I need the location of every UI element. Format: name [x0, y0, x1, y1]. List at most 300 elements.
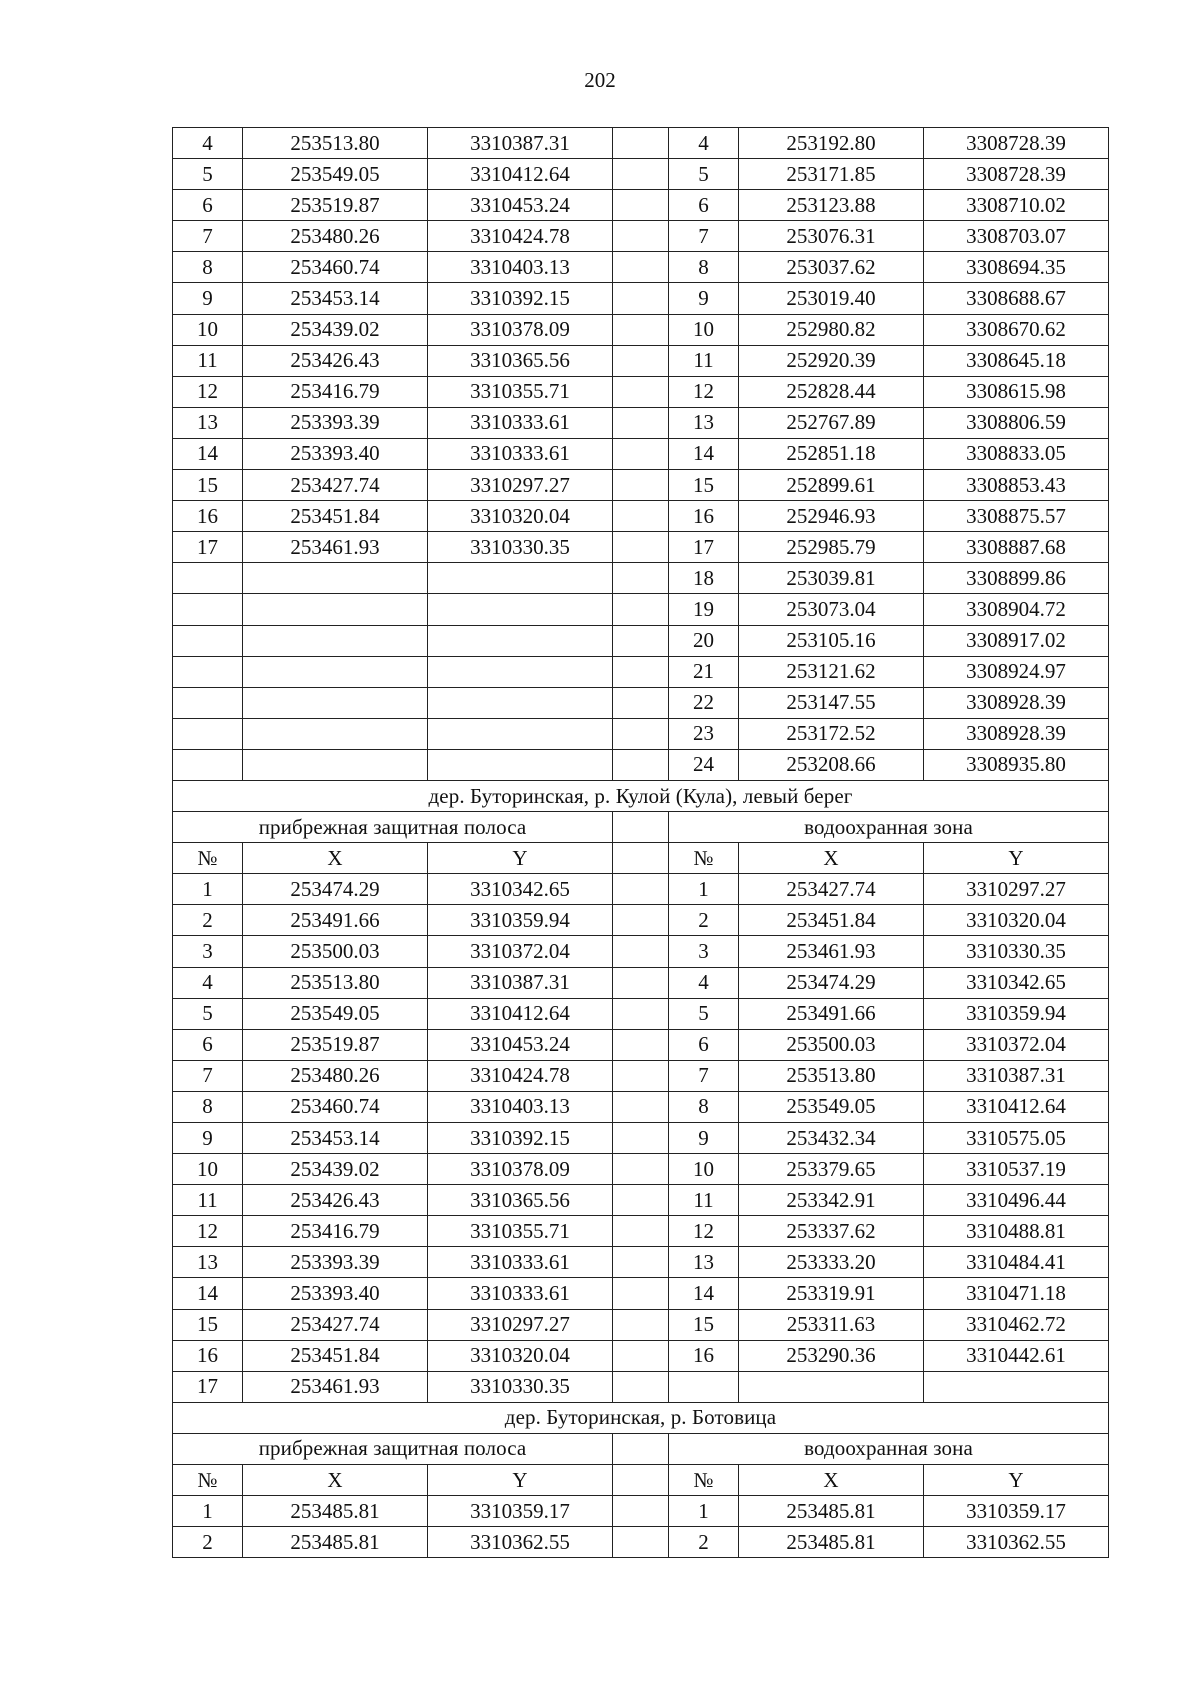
left-y-coordinate-cell: 3310333.61	[428, 407, 613, 438]
right-point-number-cell: 6	[669, 1029, 739, 1060]
table-row	[173, 656, 1109, 687]
table-row	[173, 1371, 1109, 1402]
table-row	[173, 1340, 1109, 1371]
left-point-number-cell: 3	[173, 936, 243, 967]
right-y-coordinate-cell: 3310484.41	[924, 1247, 1109, 1278]
right-y-coordinate-cell: 3308806.59	[924, 407, 1109, 438]
right-point-number-cell: 1	[669, 1496, 739, 1527]
water-protection-zone-heading: водоохранная зона	[669, 812, 1109, 843]
right-y-coordinate-cell: 3308924.97	[924, 656, 1109, 687]
left-y-coordinate-cell: 3310320.04	[428, 1340, 613, 1371]
right-y-coordinate-cell: 3308928.39	[924, 718, 1109, 749]
left-point-number-cell	[173, 656, 243, 687]
left-y-coordinate-cell: 3310378.09	[428, 1154, 613, 1185]
left-y-coordinate-cell: 3310372.04	[428, 936, 613, 967]
right-y-coordinate-cell: 3310330.35	[924, 936, 1109, 967]
left-point-number-cell: 17	[173, 532, 243, 563]
right-x-coordinate-cell: 253474.29	[739, 967, 924, 998]
table-row	[173, 967, 1109, 998]
left-point-number-cell: 15	[173, 1309, 243, 1340]
spacer-cell	[613, 594, 669, 625]
left-y-coordinate-cell	[428, 687, 613, 718]
left-y-coordinate-cell: 3310412.64	[428, 998, 613, 1029]
right-y-coordinate-cell: 3310359.94	[924, 998, 1109, 1029]
right-point-number-cell: 16	[669, 501, 739, 532]
right-x-coordinate-cell: 252899.61	[739, 470, 924, 501]
table-row	[173, 501, 1109, 532]
table-row	[173, 532, 1109, 563]
left-x-coordinate-cell: 253460.74	[243, 252, 428, 283]
right-point-number-cell: 14	[669, 1278, 739, 1309]
spacer-cell	[613, 687, 669, 718]
right-y-coordinate-cell: 3308728.39	[924, 159, 1109, 190]
right-point-number-cell: 19	[669, 594, 739, 625]
spacer-cell	[613, 407, 669, 438]
left-point-number-cell: 10	[173, 1154, 243, 1185]
right-point-number-cell: 13	[669, 407, 739, 438]
spacer-cell	[613, 1496, 669, 1527]
right-x-coordinate-cell: 253208.66	[739, 749, 924, 780]
table-row	[173, 221, 1109, 252]
right-point-number-cell: 8	[669, 252, 739, 283]
right-y-coordinate-cell: 3310362.55	[924, 1527, 1109, 1558]
spacer-cell	[613, 1278, 669, 1309]
left-point-number-cell: 15	[173, 470, 243, 501]
left-point-number-cell: 11	[173, 1185, 243, 1216]
left-y-coordinate-cell	[428, 625, 613, 656]
left-point-number-cell	[173, 563, 243, 594]
water-protection-zone-heading: водоохранная зона	[669, 1433, 1109, 1464]
right-y-coordinate-cell: 3310442.61	[924, 1340, 1109, 1371]
right-y-coordinate-cell: 3310320.04	[924, 905, 1109, 936]
right-y-coordinate-cell: 3308703.07	[924, 221, 1109, 252]
left-point-number-cell: 10	[173, 314, 243, 345]
left-x-coordinate-cell	[243, 625, 428, 656]
right-point-number-cell: 10	[669, 314, 739, 345]
left-x-coordinate-cell: 253393.40	[243, 1278, 428, 1309]
right-point-number-cell: 23	[669, 718, 739, 749]
table-row	[173, 314, 1109, 345]
right-x-coordinate-cell: 253290.36	[739, 1340, 924, 1371]
right-point-number-cell	[669, 1371, 739, 1402]
zone-heading-row	[173, 812, 1109, 843]
right-point-number-cell: 4	[669, 967, 739, 998]
right-y-coordinate-cell: 3308904.72	[924, 594, 1109, 625]
table-row	[173, 1154, 1109, 1185]
right-x-coordinate-cell: 253311.63	[739, 1309, 924, 1340]
left-point-number-cell: 12	[173, 1216, 243, 1247]
left-x-coordinate-cell: 253549.05	[243, 998, 428, 1029]
left-x-coordinate-cell	[243, 563, 428, 594]
right-point-number-cell: 15	[669, 470, 739, 501]
right-y-coordinate-cell: 3308645.18	[924, 345, 1109, 376]
left-point-number-cell: 14	[173, 1278, 243, 1309]
right-x-coordinate-cell: 253379.65	[739, 1154, 924, 1185]
column-header: X	[739, 843, 924, 874]
right-y-coordinate-cell: 3310342.65	[924, 967, 1109, 998]
right-x-coordinate-cell: 253451.84	[739, 905, 924, 936]
right-x-coordinate-cell: 253427.74	[739, 874, 924, 905]
left-point-number-cell: 16	[173, 501, 243, 532]
section-title-row	[173, 780, 1109, 811]
table-row	[173, 1496, 1109, 1527]
spacer-cell	[613, 998, 669, 1029]
table-row	[173, 594, 1109, 625]
column-header: Y	[924, 843, 1109, 874]
table-row	[173, 470, 1109, 501]
left-point-number-cell: 5	[173, 159, 243, 190]
spacer-cell	[613, 532, 669, 563]
table-row	[173, 1247, 1109, 1278]
right-y-coordinate-cell: 3308928.39	[924, 687, 1109, 718]
right-point-number-cell: 12	[669, 1216, 739, 1247]
right-point-number-cell: 16	[669, 1340, 739, 1371]
right-x-coordinate-cell: 253319.91	[739, 1278, 924, 1309]
spacer-cell	[613, 470, 669, 501]
spacer-cell	[613, 159, 669, 190]
left-x-coordinate-cell: 253480.26	[243, 1060, 428, 1091]
column-header: Y	[924, 1465, 1109, 1496]
left-point-number-cell: 9	[173, 283, 243, 314]
left-x-coordinate-cell: 253453.14	[243, 283, 428, 314]
spacer-cell	[613, 314, 669, 345]
column-header: №	[173, 843, 243, 874]
left-x-coordinate-cell: 253500.03	[243, 936, 428, 967]
left-point-number-cell: 6	[173, 190, 243, 221]
left-y-coordinate-cell: 3310412.64	[428, 159, 613, 190]
right-y-coordinate-cell: 3310488.81	[924, 1216, 1109, 1247]
left-y-coordinate-cell	[428, 749, 613, 780]
right-y-coordinate-cell: 3310471.18	[924, 1278, 1109, 1309]
spacer-cell	[613, 1216, 669, 1247]
right-point-number-cell: 2	[669, 905, 739, 936]
left-y-coordinate-cell	[428, 563, 613, 594]
table-row	[173, 874, 1109, 905]
left-point-number-cell: 9	[173, 1123, 243, 1154]
spacer-cell	[613, 190, 669, 221]
left-point-number-cell	[173, 687, 243, 718]
left-y-coordinate-cell: 3310403.13	[428, 252, 613, 283]
right-x-coordinate-cell: 253342.91	[739, 1185, 924, 1216]
spacer-cell	[613, 1247, 669, 1278]
spacer-cell	[613, 718, 669, 749]
right-point-number-cell: 5	[669, 159, 739, 190]
right-point-number-cell: 2	[669, 1527, 739, 1558]
table-row	[173, 625, 1109, 656]
left-point-number-cell	[173, 625, 243, 656]
left-x-coordinate-cell: 253513.80	[243, 967, 428, 998]
left-y-coordinate-cell: 3310330.35	[428, 532, 613, 563]
left-point-number-cell: 5	[173, 998, 243, 1029]
left-y-coordinate-cell: 3310365.56	[428, 345, 613, 376]
right-x-coordinate-cell: 253485.81	[739, 1527, 924, 1558]
table-row	[173, 190, 1109, 221]
left-y-coordinate-cell	[428, 718, 613, 749]
right-point-number-cell: 1	[669, 874, 739, 905]
left-y-coordinate-cell: 3310362.55	[428, 1527, 613, 1558]
right-y-coordinate-cell: 3310496.44	[924, 1185, 1109, 1216]
right-y-coordinate-cell: 3308935.80	[924, 749, 1109, 780]
spacer-cell	[613, 1433, 669, 1464]
spacer-cell	[613, 843, 669, 874]
table-row	[173, 1309, 1109, 1340]
left-y-coordinate-cell: 3310297.27	[428, 1309, 613, 1340]
right-x-coordinate-cell: 253432.34	[739, 1123, 924, 1154]
table-row	[173, 252, 1109, 283]
left-y-coordinate-cell: 3310333.61	[428, 1247, 613, 1278]
right-point-number-cell: 10	[669, 1154, 739, 1185]
left-point-number-cell: 14	[173, 438, 243, 469]
spacer-cell	[613, 1527, 669, 1558]
left-point-number-cell: 1	[173, 874, 243, 905]
left-y-coordinate-cell: 3310424.78	[428, 1060, 613, 1091]
left-x-coordinate-cell: 253513.80	[243, 128, 428, 159]
left-point-number-cell: 13	[173, 407, 243, 438]
left-y-coordinate-cell: 3310392.15	[428, 283, 613, 314]
right-point-number-cell: 9	[669, 283, 739, 314]
zone-heading-row	[173, 1433, 1109, 1464]
right-x-coordinate-cell: 253105.16	[739, 625, 924, 656]
spacer-cell	[613, 438, 669, 469]
right-y-coordinate-cell: 3308728.39	[924, 128, 1109, 159]
left-y-coordinate-cell: 3310392.15	[428, 1123, 613, 1154]
right-y-coordinate-cell: 3308875.57	[924, 501, 1109, 532]
left-x-coordinate-cell: 253461.93	[243, 532, 428, 563]
right-x-coordinate-cell: 253073.04	[739, 594, 924, 625]
right-point-number-cell: 21	[669, 656, 739, 687]
right-point-number-cell: 20	[669, 625, 739, 656]
left-y-coordinate-cell: 3310387.31	[428, 967, 613, 998]
right-y-coordinate-cell: 3310412.64	[924, 1091, 1109, 1122]
left-x-coordinate-cell: 253451.84	[243, 501, 428, 532]
right-point-number-cell: 6	[669, 190, 739, 221]
left-y-coordinate-cell: 3310342.65	[428, 874, 613, 905]
table-row	[173, 563, 1109, 594]
left-x-coordinate-cell: 253485.81	[243, 1527, 428, 1558]
table-row	[173, 687, 1109, 718]
left-x-coordinate-cell: 253426.43	[243, 1185, 428, 1216]
right-point-number-cell: 9	[669, 1123, 739, 1154]
right-point-number-cell: 18	[669, 563, 739, 594]
right-point-number-cell: 4	[669, 128, 739, 159]
right-x-coordinate-cell: 253147.55	[739, 687, 924, 718]
left-point-number-cell	[173, 594, 243, 625]
right-y-coordinate-cell: 3308833.05	[924, 438, 1109, 469]
right-y-coordinate-cell: 3308694.35	[924, 252, 1109, 283]
left-y-coordinate-cell: 3310387.31	[428, 128, 613, 159]
table-row	[173, 1123, 1109, 1154]
column-header-row	[173, 1465, 1109, 1496]
right-point-number-cell: 12	[669, 376, 739, 407]
right-x-coordinate-cell: 253076.31	[739, 221, 924, 252]
left-x-coordinate-cell: 253519.87	[243, 1029, 428, 1060]
right-point-number-cell: 13	[669, 1247, 739, 1278]
left-x-coordinate-cell	[243, 656, 428, 687]
left-point-number-cell	[173, 749, 243, 780]
spacer-cell	[613, 1029, 669, 1060]
right-point-number-cell: 11	[669, 345, 739, 376]
left-y-coordinate-cell: 3310365.56	[428, 1185, 613, 1216]
left-point-number-cell: 12	[173, 376, 243, 407]
left-y-coordinate-cell: 3310320.04	[428, 501, 613, 532]
right-y-coordinate-cell: 3310537.19	[924, 1154, 1109, 1185]
left-x-coordinate-cell: 253480.26	[243, 221, 428, 252]
left-x-coordinate-cell: 253427.74	[243, 1309, 428, 1340]
spacer-cell	[613, 1154, 669, 1185]
table-row	[173, 1091, 1109, 1122]
right-y-coordinate-cell: 3310462.72	[924, 1309, 1109, 1340]
right-x-coordinate-cell: 253337.62	[739, 1216, 924, 1247]
right-x-coordinate-cell: 253461.93	[739, 936, 924, 967]
spacer-cell	[613, 1340, 669, 1371]
table-row	[173, 1185, 1109, 1216]
left-point-number-cell	[173, 718, 243, 749]
left-y-coordinate-cell: 3310359.17	[428, 1496, 613, 1527]
table-row	[173, 1527, 1109, 1558]
left-x-coordinate-cell	[243, 718, 428, 749]
right-x-coordinate-cell: 253333.20	[739, 1247, 924, 1278]
right-x-coordinate-cell: 253121.62	[739, 656, 924, 687]
left-point-number-cell: 4	[173, 128, 243, 159]
column-header: X	[243, 1465, 428, 1496]
left-x-coordinate-cell: 253485.81	[243, 1496, 428, 1527]
page-number: 202	[584, 68, 616, 92]
spacer-cell	[613, 501, 669, 532]
coordinates-table	[172, 127, 1109, 1558]
right-point-number-cell: 17	[669, 532, 739, 563]
right-y-coordinate-cell: 3310297.27	[924, 874, 1109, 905]
left-x-coordinate-cell: 253439.02	[243, 314, 428, 345]
spacer-cell	[613, 625, 669, 656]
left-x-coordinate-cell: 253460.74	[243, 1091, 428, 1122]
coastal-strip-heading: прибрежная защитная полоса	[173, 1433, 613, 1464]
left-y-coordinate-cell: 3310453.24	[428, 1029, 613, 1060]
spacer-cell	[613, 563, 669, 594]
left-x-coordinate-cell: 253451.84	[243, 1340, 428, 1371]
right-point-number-cell: 14	[669, 438, 739, 469]
table-row	[173, 1278, 1109, 1309]
spacer-cell	[613, 656, 669, 687]
left-y-coordinate-cell: 3310330.35	[428, 1371, 613, 1402]
left-point-number-cell: 11	[173, 345, 243, 376]
right-point-number-cell: 11	[669, 1185, 739, 1216]
left-point-number-cell: 1	[173, 1496, 243, 1527]
right-x-coordinate-cell: 253192.80	[739, 128, 924, 159]
table-row	[173, 1029, 1109, 1060]
right-y-coordinate-cell: 3308710.02	[924, 190, 1109, 221]
table-row	[173, 936, 1109, 967]
right-x-coordinate-cell: 252920.39	[739, 345, 924, 376]
left-y-coordinate-cell: 3310378.09	[428, 314, 613, 345]
right-x-coordinate-cell: 253500.03	[739, 1029, 924, 1060]
left-x-coordinate-cell: 253393.39	[243, 1247, 428, 1278]
spacer-cell	[613, 1091, 669, 1122]
spacer-cell	[613, 1060, 669, 1091]
column-header-row	[173, 843, 1109, 874]
right-y-coordinate-cell: 3310359.17	[924, 1496, 1109, 1527]
right-x-coordinate-cell: 253485.81	[739, 1496, 924, 1527]
left-x-coordinate-cell: 253549.05	[243, 159, 428, 190]
spacer-cell	[613, 1123, 669, 1154]
left-x-coordinate-cell	[243, 749, 428, 780]
spacer-cell	[613, 283, 669, 314]
left-y-coordinate-cell: 3310355.71	[428, 1216, 613, 1247]
spacer-cell	[613, 967, 669, 998]
left-y-coordinate-cell: 3310355.71	[428, 376, 613, 407]
spacer-cell	[613, 221, 669, 252]
spacer-cell	[613, 749, 669, 780]
left-x-coordinate-cell: 253426.43	[243, 345, 428, 376]
right-x-coordinate-cell: 253491.66	[739, 998, 924, 1029]
right-y-coordinate-cell: 3310387.31	[924, 1060, 1109, 1091]
left-x-coordinate-cell: 253519.87	[243, 190, 428, 221]
section-title: дер. Буторинская, р. Кулой (Кула), левый берег	[173, 780, 1109, 811]
spacer-cell	[613, 252, 669, 283]
left-point-number-cell: 7	[173, 1060, 243, 1091]
right-y-coordinate-cell: 3308688.67	[924, 283, 1109, 314]
left-y-coordinate-cell: 3310333.61	[428, 438, 613, 469]
right-x-coordinate-cell: 253039.81	[739, 563, 924, 594]
right-x-coordinate-cell: 253037.62	[739, 252, 924, 283]
spacer-cell	[613, 936, 669, 967]
right-x-coordinate-cell: 253549.05	[739, 1091, 924, 1122]
left-point-number-cell: 2	[173, 905, 243, 936]
section-title: дер. Буторинская, р. Ботовица	[173, 1402, 1109, 1433]
right-y-coordinate-cell: 3308853.43	[924, 470, 1109, 501]
spacer-cell	[613, 812, 669, 843]
spacer-cell	[613, 1309, 669, 1340]
column-header: №	[669, 1465, 739, 1496]
left-y-coordinate-cell: 3310403.13	[428, 1091, 613, 1122]
left-point-number-cell: 4	[173, 967, 243, 998]
right-y-coordinate-cell: 3308917.02	[924, 625, 1109, 656]
column-header: Y	[428, 1465, 613, 1496]
left-x-coordinate-cell: 253461.93	[243, 1371, 428, 1402]
right-x-coordinate-cell: 253123.88	[739, 190, 924, 221]
right-y-coordinate-cell: 3310372.04	[924, 1029, 1109, 1060]
left-point-number-cell: 16	[173, 1340, 243, 1371]
coastal-strip-heading: прибрежная защитная полоса	[173, 812, 613, 843]
left-point-number-cell: 13	[173, 1247, 243, 1278]
left-x-coordinate-cell: 253393.40	[243, 438, 428, 469]
left-point-number-cell: 17	[173, 1371, 243, 1402]
left-y-coordinate-cell	[428, 656, 613, 687]
table-row	[173, 407, 1109, 438]
right-y-coordinate-cell: 3308887.68	[924, 532, 1109, 563]
right-x-coordinate-cell: 253172.52	[739, 718, 924, 749]
right-x-coordinate-cell: 252828.44	[739, 376, 924, 407]
table-row	[173, 1060, 1109, 1091]
table-row	[173, 749, 1109, 780]
spacer-cell	[613, 376, 669, 407]
table-row	[173, 998, 1109, 1029]
right-x-coordinate-cell: 253019.40	[739, 283, 924, 314]
left-point-number-cell: 2	[173, 1527, 243, 1558]
table-row	[173, 718, 1109, 749]
right-y-coordinate-cell: 3308670.62	[924, 314, 1109, 345]
right-point-number-cell: 7	[669, 221, 739, 252]
spacer-cell	[613, 128, 669, 159]
section-title-row	[173, 1402, 1109, 1433]
left-x-coordinate-cell: 253416.79	[243, 376, 428, 407]
right-x-coordinate-cell: 253171.85	[739, 159, 924, 190]
left-x-coordinate-cell: 253427.74	[243, 470, 428, 501]
spacer-cell	[613, 905, 669, 936]
left-y-coordinate-cell	[428, 594, 613, 625]
left-x-coordinate-cell	[243, 687, 428, 718]
spacer-cell	[613, 874, 669, 905]
table-row	[173, 283, 1109, 314]
